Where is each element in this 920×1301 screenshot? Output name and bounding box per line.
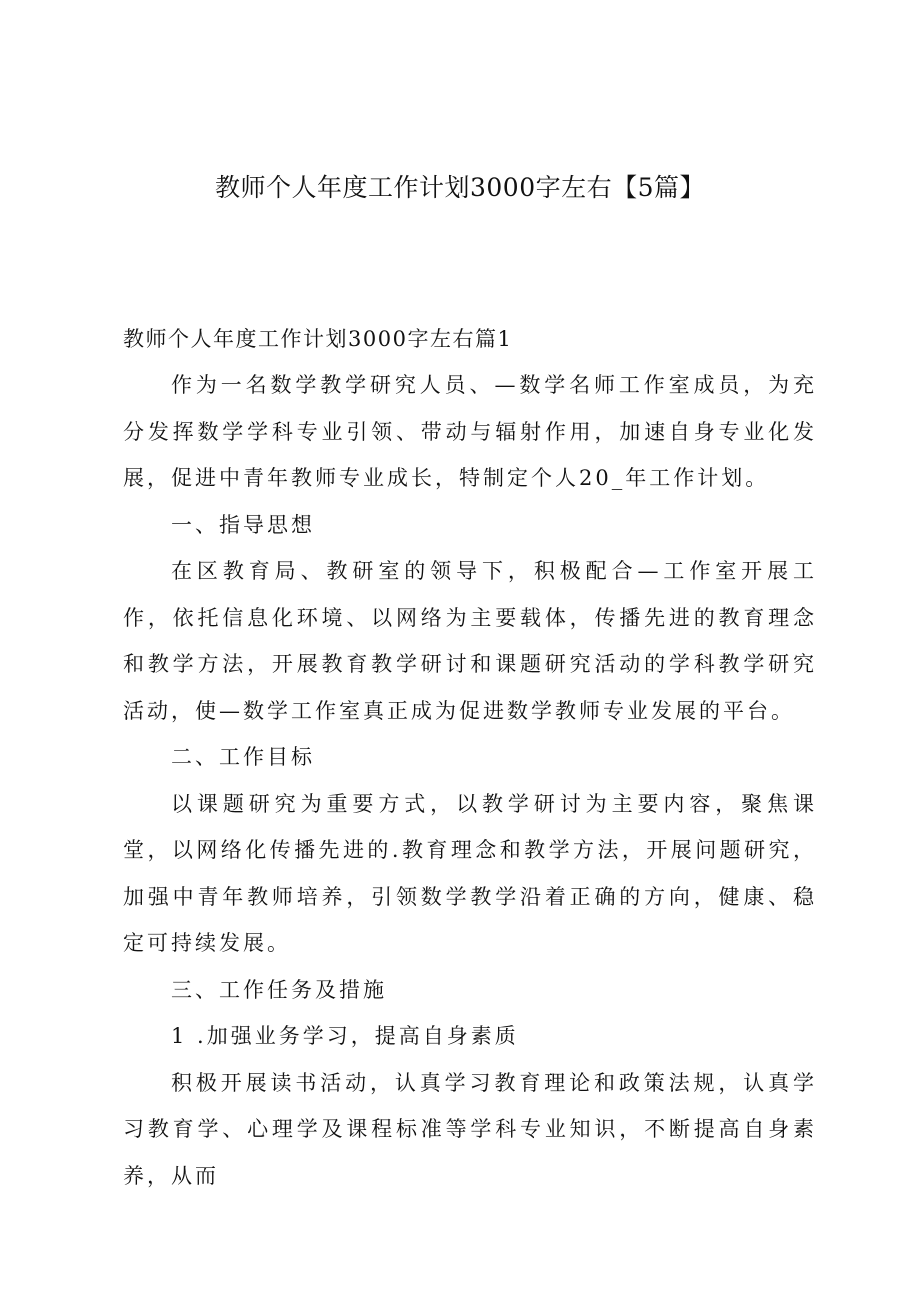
paragraph-work-goals: 以课题研究为重要方式，以教学研讨为主要内容，聚焦课堂，以网络化传播先进的.教育理念和教学方法，开展问题研究，加强中青年教师培养，引领数学教学沿着正确的方向，健康、稳定可持续发展。 — [123, 791, 817, 955]
paragraph-item-1: 积极开展读书活动，认真学习教育理论和政策法规，认真学习教育学、心理学及课程标准等学科专业知识，不断提高自身素养，从而 — [123, 1070, 817, 1188]
paragraph-guiding-ideology: 在区教育局、教研室的领导下，积极配合—工作室开展工作，依托信息化环境、以网络为主要载体，传播先进的教育理念和教学方法，开展教育教学研讨和课题研究活动的学科教学研究活动，使—数学工作室真正成为促进数学教师专业发展的平台。 — [123, 559, 817, 723]
heading-tasks-measures: 三、工作任务及措施 — [171, 977, 387, 1002]
heading-guiding-ideology: 一、指导思想 — [171, 512, 315, 537]
document-title: 教师个人年度工作计划3000字左右【5篇】 — [214, 173, 706, 202]
section-title: 教师个人年度工作计划3000字左右篇1 — [123, 327, 513, 351]
paragraph-intro: 作为一名数学教学研究人员、—数学名师工作室成员，为充分发挥数学学科专业引领、带动与辐射作用，加速自身专业化发展，促进中青年教师专业成长，特制定个人20_年工作计划。 — [123, 373, 817, 490]
heading-item-1: 1 .加强业务学习，提高自身素质 — [171, 1024, 519, 1048]
document-body — [123, 316, 817, 1199]
heading-work-goals: 二、工作目标 — [171, 745, 315, 769]
